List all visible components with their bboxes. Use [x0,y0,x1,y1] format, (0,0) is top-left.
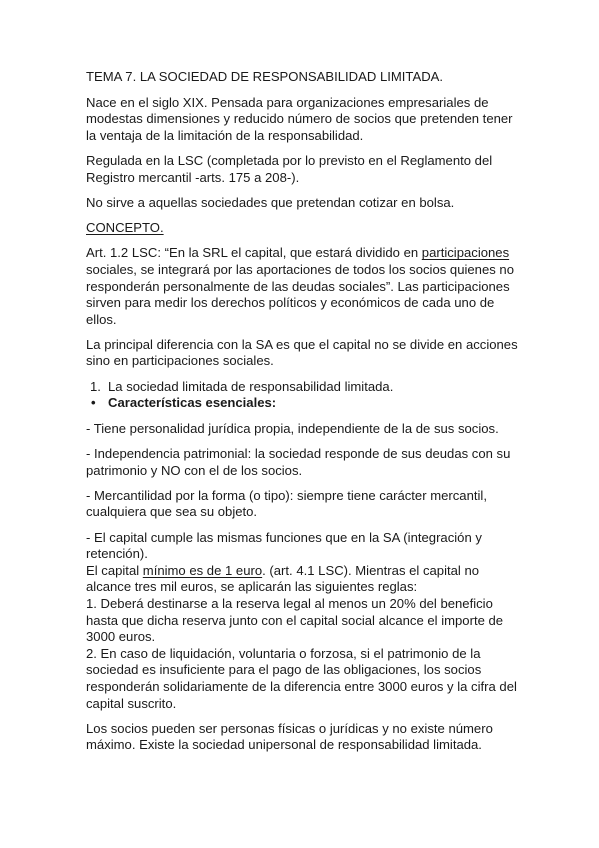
intro-paragraph: Nace en el siglo XIX. Pensada para organizaciones empresariales de modestas dimensiones y reducido número de socios que pretenden tener la ventaja de la limitación de la responsabilidad. [86,94,513,143]
bullet-icon: • [91,395,96,411]
list-item [86,379,522,396]
list-number: 1. [90,378,101,394]
document-page [86,69,522,763]
concept-text-part2: sociales, se integrará por las aportaciones de todos los socios quienes no responderán personalmente de las deudas sociales”. Las participaciones sirven para medir los derechos políticos y económicos de cada uno de ellos. [86,261,514,327]
main-difference-paragraph: La principal diferencia con la SA es que el capital no se divide en acciones sino en participaciones sociales. [86,336,518,369]
document-title: TEMA 7. LA SOCIEDAD DE RESPONSABILIDAD LIMITADA. [86,69,444,84]
capital-paragraph [86,530,522,713]
concept-text-part1: Art. 1.2 LSC: “En la SRL el capital, que estará dividido en [86,245,422,261]
list-item [86,395,522,412]
concept-heading: CONCEPTO. [86,220,164,236]
characteristic-patrimonial-independence: - Independencia patrimonial: la sociedad responde de sus deudas con su patrimonio y NO con el de los socios. [86,446,511,478]
characteristics-heading: Características esenciales: [108,395,277,411]
regulation-paragraph: Regulada en la LSC (completada por lo previsto en el Reglamento del Registro mercantil -arts. 175 a 208-). [86,153,493,185]
capital-line1: - El capital cumple las mismas funciones que en la SA (integración y retención). [86,529,482,562]
capital-pre: El capital [86,562,143,578]
capital-post: . (art. 4.1 LSC). Mientras el capital no alcance tres mil euros, se aplicarán las siguientes reglas: [86,562,480,595]
participaciones-underlined: participaciones [421,245,510,261]
stock-exchange-paragraph: No sirve a aquellas sociedades que pretendan cotizar en bolsa. [86,194,455,210]
minimum-capital-underlined: mínimo es de 1 euro [142,562,263,578]
closing-paragraph: Los socios pueden ser personas físicas o jurídicas y no existe número máximo. Existe la sociedad unipersonal de responsabilidad limitada. [86,720,493,753]
capital-rule-1: 1. Deberá destinarse a la reserva legal al menos un 20% del beneficio hasta que dicha reserva junto con el capital social alcance el importe de 3000 euros. [86,595,504,645]
characteristic-legal-personality: - Tiene personalidad jurídica propia, independiente de la de sus socios. [86,420,499,436]
section-list [86,379,522,412]
concept-article-paragraph [86,245,522,328]
capital-rule-2: 2. En caso de liquidación, voluntaria o forzosa, si el patrimonio de la sociedad es insuficiente para el pago de las obligaciones, los socios responderán solidariamente de la diferencia entre 3000 euros y la cifra del capital suscrito. [86,645,517,711]
list-item-text: La sociedad limitada de responsabilidad limitada. [108,378,394,394]
characteristic-mercantility: - Mercantilidad por la forma (o tipo): siempre tiene carácter mercantil, cualquiera que sea su objeto. [86,487,487,520]
